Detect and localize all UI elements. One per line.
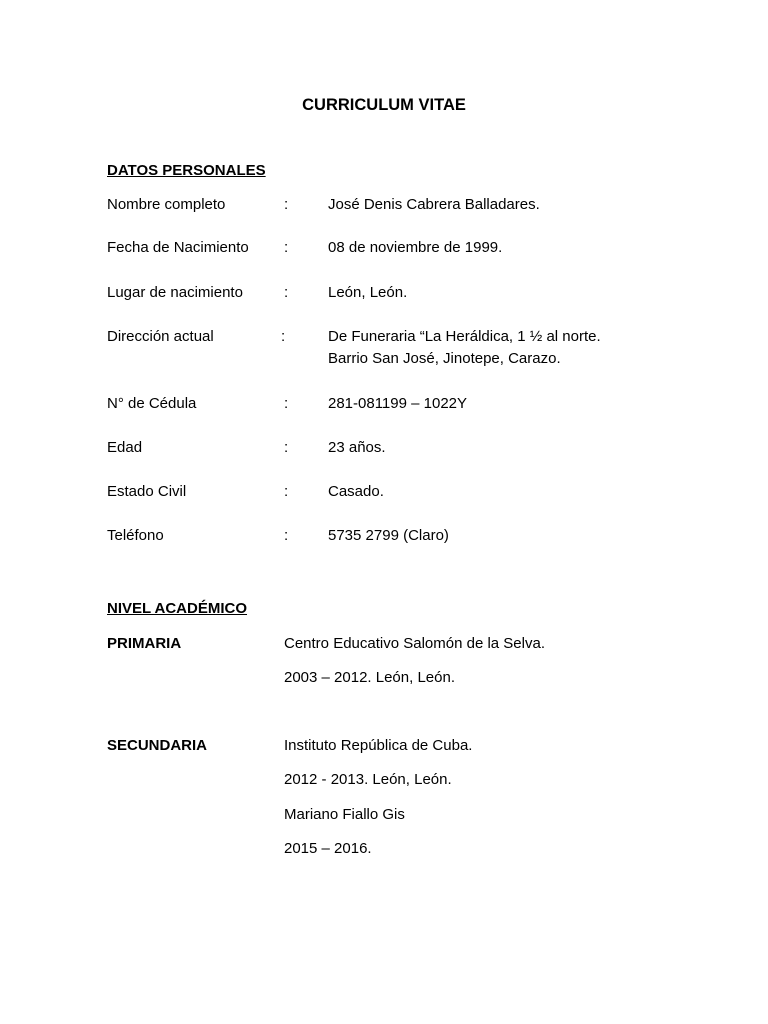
- row-label: Lugar de nacimiento: [107, 284, 243, 301]
- row-value: José Denis Cabrera Balladares.: [328, 196, 540, 213]
- section-heading-academic: NIVEL ACADÉMICO: [107, 600, 248, 617]
- row-value: 23 años.: [328, 439, 386, 456]
- row-separator: :: [284, 483, 289, 500]
- row-label: Edad: [107, 439, 143, 456]
- row-value: 281-081199 – 1022Y: [328, 395, 468, 412]
- row-separator: :: [284, 196, 289, 213]
- education-detail: Centro Educativo Salomón de la Selva.: [284, 635, 545, 652]
- education-level-label: PRIMARIA: [107, 635, 182, 652]
- education-detail: Mariano Fiallo Gis: [284, 806, 405, 823]
- education-detail: 2015 – 2016.: [284, 840, 372, 857]
- row-value: De Funeraria “La Heráldica, 1 ½ al norte.: [328, 328, 601, 345]
- education-detail: 2012 - 2013. León, León.: [284, 771, 452, 788]
- row-label: Estado Civil: [107, 483, 187, 500]
- section-heading-personal: DATOS PERSONALES: [107, 162, 266, 179]
- row-value: León, León.: [328, 284, 408, 301]
- row-value-continued: Barrio San José, Jinotepe, Carazo.: [328, 350, 561, 367]
- row-value: 5735 2799 (Claro): [328, 527, 449, 544]
- education-detail: 2003 – 2012. León, León.: [284, 669, 455, 686]
- row-separator: :: [284, 395, 289, 412]
- row-value: 08 de noviembre de 1999.: [328, 239, 503, 256]
- row-separator: :: [281, 328, 286, 345]
- document-title: CURRICULUM VITAE: [302, 96, 466, 114]
- row-separator: :: [284, 239, 289, 256]
- row-label: Fecha de Nacimiento: [107, 239, 249, 256]
- row-separator: :: [284, 284, 289, 301]
- row-label: Nombre completo: [107, 196, 226, 213]
- row-separator: :: [284, 439, 289, 456]
- education-detail: Instituto República de Cuba.: [284, 737, 473, 754]
- education-level-label: SECUNDARIA: [107, 737, 208, 754]
- row-label: Dirección actual: [107, 328, 214, 345]
- row-label: N° de Cédula: [107, 395, 197, 412]
- row-label: Teléfono: [107, 527, 164, 544]
- row-value: Casado.: [328, 483, 384, 500]
- row-separator: :: [284, 527, 289, 544]
